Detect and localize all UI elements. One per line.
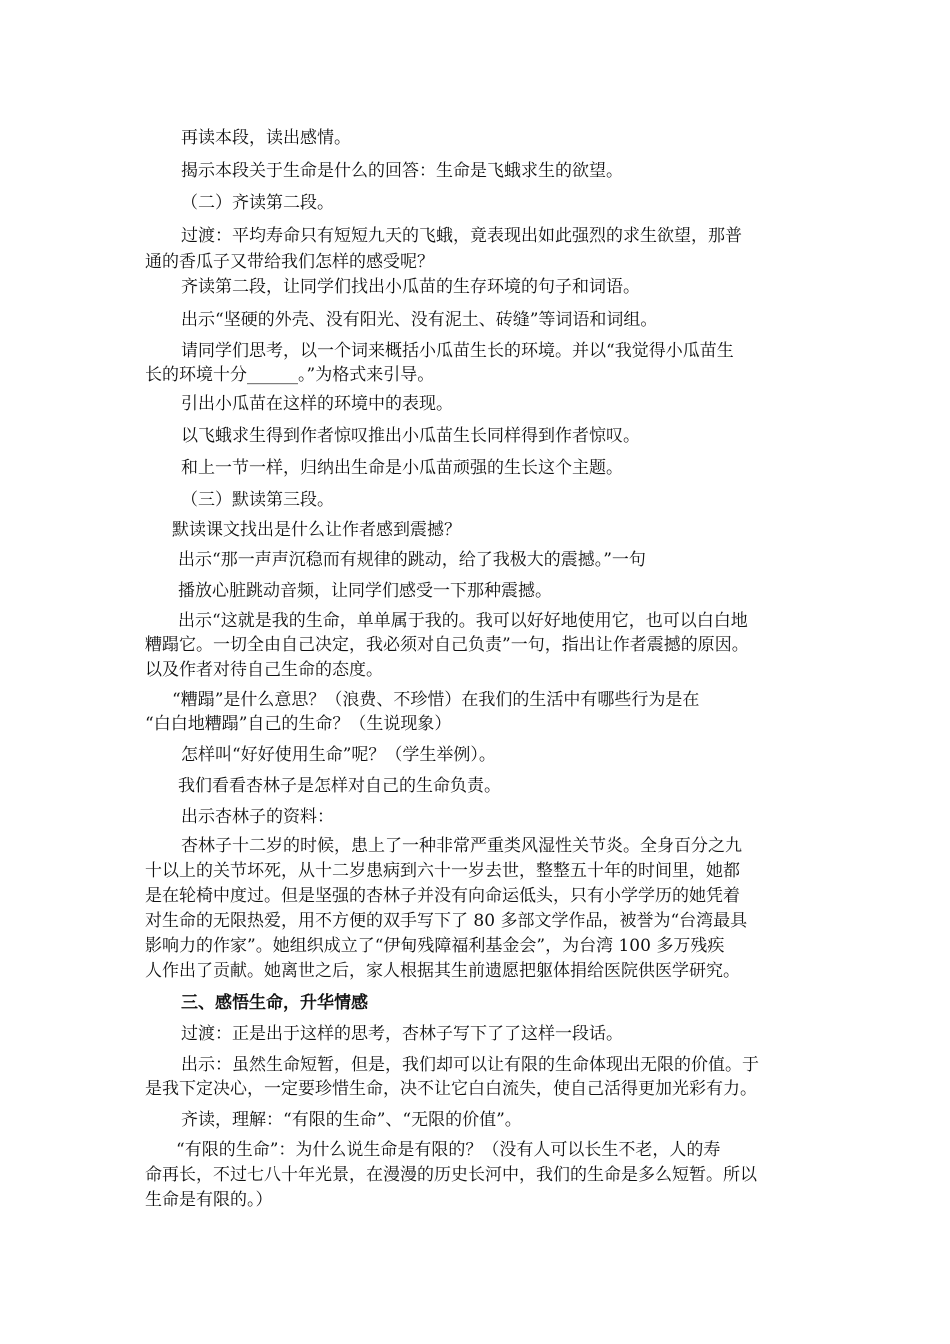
paragraph-line: 杏林子十二岁的时候，患上了一种非常严重类风湿性关节炎。全身百分之九	[181, 836, 742, 856]
paragraph-line: 过渡：正是出于这样的思考，杏林子写下了了这样一段话。	[181, 1024, 623, 1044]
paragraph-line: 对生命的无限热爱，用不方便的双手写下了 80 多部文学作品，被誉为“台湾最具	[145, 911, 748, 931]
paragraph-line: 糟蹋它。一切全由自己决定，我必须对自己负责”一句，指出让作者震撼的原因。	[145, 635, 749, 655]
paragraph-line: “有限的生命”：为什么说生命是有限的？（没有人可以长生不老，人的寿	[176, 1140, 721, 1160]
paragraph-line: “糟蹋”是什么意思？（浪费、不珍惜）在我们的生活中有哪些行为是在	[172, 690, 700, 710]
paragraph-line: 生命是有限的。）	[145, 1190, 273, 1210]
section-heading: （三）默读第三段。	[181, 490, 334, 510]
paragraph-line: 揭示本段关于生命是什么的回答：生命是飞蛾求生的欲望。	[181, 161, 623, 181]
paragraph-line: 出示“那一声声沉稳而有规律的跳动，给了我极大的震撼。”一句	[178, 550, 646, 570]
paragraph-line: “白白地糟蹋”自己的生命？（生说现象）	[145, 714, 452, 734]
paragraph-line: 通的香瓜子又带给我们怎样的感受呢？	[145, 252, 434, 272]
paragraph-line: 默读课文找出是什么让作者感到震撼？	[172, 520, 461, 540]
paragraph-line: 十以上的关节坏死，从十二岁患病到六十一岁去世，整整五十年的时间里，她都	[145, 861, 740, 881]
section-heading: 三、感悟生命，升华情感	[181, 993, 368, 1013]
paragraph-line: 是在轮椅中度过。但是坚强的杏林子并没有向命运低头，只有小学学历的她凭着	[145, 886, 740, 906]
paragraph-line: 引出小瓜苗在这样的环境中的表现。	[181, 394, 453, 414]
paragraph-line: 我们看看杏林子是怎样对自己的生命负责。	[178, 776, 501, 796]
paragraph-line: 长的环境十分______。”为格式来引导。	[145, 365, 435, 385]
paragraph-line: 齐读，理解：“有限的生命”、“无限的价值”。	[181, 1110, 522, 1130]
paragraph-line: 出示：虽然生命短暂，但是，我们却可以让有限的生命体现出无限的价值。于	[181, 1055, 759, 1075]
paragraph-line: 以飞蛾求生得到作者惊叹推出小瓜苗生长同样得到作者惊叹。	[181, 426, 640, 446]
paragraph-line: 怎样叫“好好使用生命”呢？（学生举例）。	[181, 745, 496, 765]
paragraph-line: 影响力的作家”。她组织成立了“伊甸残障福利基金会”，为台湾 100 多万残疾	[145, 936, 725, 956]
paragraph-line: 出示“坚硬的外壳、没有阳光、没有泥土、砖缝”等词语和词组。	[181, 310, 658, 330]
paragraph-line: 人作出了贡献。她离世之后，家人根据其生前遗愿把躯体捐给医院供医学研究。	[145, 961, 740, 981]
paragraph-line: 是我下定决心，一定要珍惜生命，决不让它白白流失，使自己活得更加光彩有力。	[145, 1079, 757, 1099]
paragraph-line: 出示杏林子的资料：	[181, 807, 334, 827]
paragraph-line: 命再长，不过七八十年光景，在漫漫的历史长河中，我们的生命是多么短暂。所以	[145, 1165, 757, 1185]
section-heading: （二）齐读第二段。	[181, 193, 334, 213]
paragraph-line: 和上一节一样，归纳出生命是小瓜苗顽强的生长这个主题。	[181, 458, 623, 478]
paragraph-line: 过渡：平均寿命只有短短九天的飞蛾，竟表现出如此强烈的求生欲望，那普	[181, 226, 742, 246]
paragraph-line: 请同学们思考，以一个词来概括小瓜苗生长的环境。并以“我觉得小瓜苗生	[181, 341, 734, 361]
paragraph-line: 再读本段，读出感情。	[181, 128, 351, 148]
paragraph-line: 以及作者对待自己生命的态度。	[145, 660, 383, 680]
paragraph-line: 齐读第二段，让同学们找出小瓜苗的生存环境的句子和词语。	[181, 277, 640, 297]
paragraph-line: 播放心脏跳动音频，让同学们感受一下那种震撼。	[178, 581, 552, 601]
paragraph-line: 出示“这就是我的生命，单单属于我的。我可以好好地使用它，也可以白白地	[178, 611, 748, 631]
